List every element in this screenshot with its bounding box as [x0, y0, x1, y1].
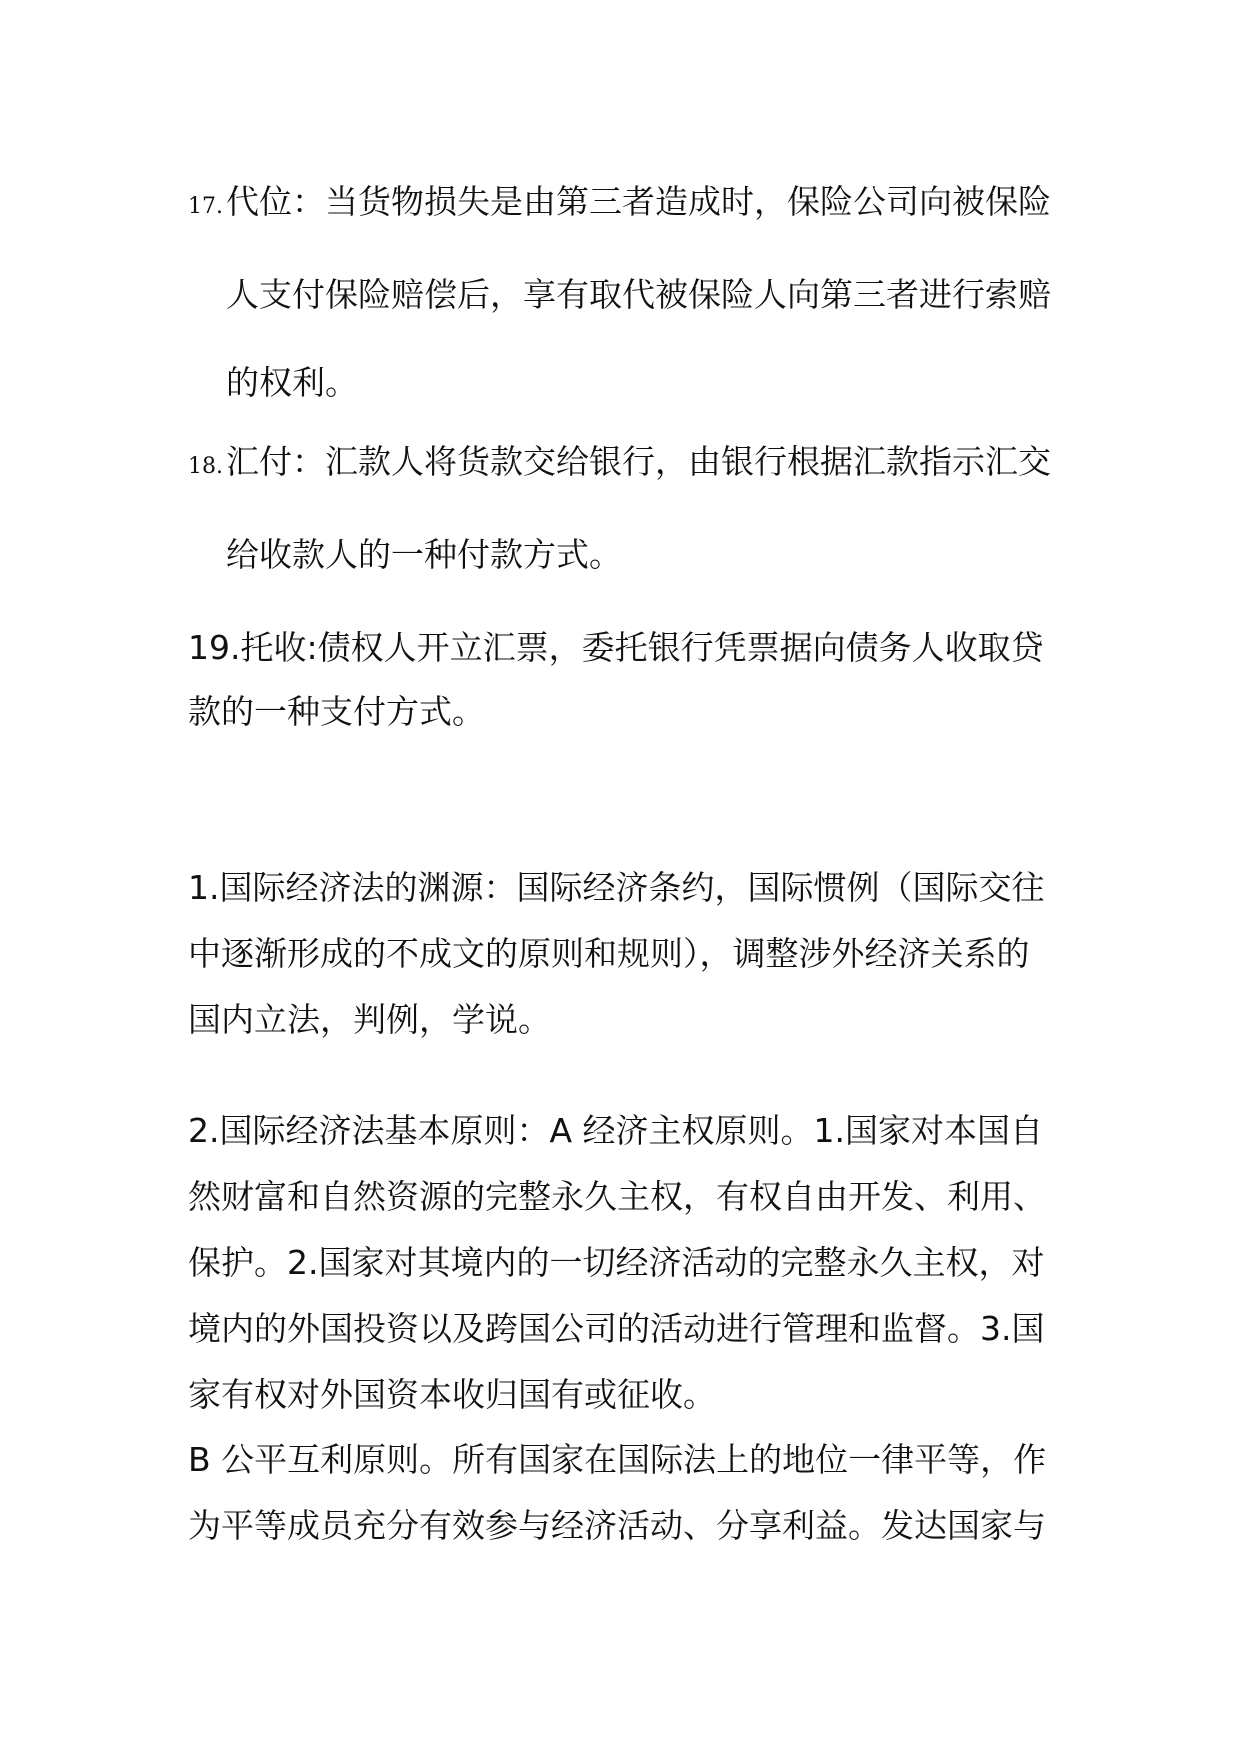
text-line: 1.国际经济法的渊源：国际经济条约，国际惯例（国际交往	[188, 868, 1045, 907]
item-number: 18.	[188, 454, 223, 479]
text-line: 给收款人的一种付款方式。	[226, 535, 622, 574]
text-line: 19.托收:债权人开立汇票，委托银行凭票据向债务人收取贷	[188, 628, 1044, 667]
paragraph-basic-principles	[188, 1098, 1064, 1428]
text-line: 18.汇付：汇款人将货款交给银行，由银行根据汇款指示汇交	[188, 418, 1064, 511]
paragraph-18-remittance	[188, 418, 1064, 599]
text-line: 国内立法，判例，学说。	[188, 1000, 551, 1039]
paragraph-equity-mutual-benefit	[188, 1427, 1064, 1559]
text-line: B 公平互利原则。所有国家在国际法上的地位一律平等，作	[188, 1440, 1047, 1479]
item-number: 17.	[188, 194, 223, 219]
text-line: 保护。2.国家对其境内的一切经济活动的完整永久主权，对	[188, 1243, 1045, 1282]
text-line: 17.代位：当货物损失是由第三者造成时，保险公司向被保险	[188, 158, 1064, 251]
text-line: 人支付保险赔偿后，享有取代被保险人向第三者进行索赔	[226, 275, 1051, 314]
paragraph-19-collection	[188, 616, 1064, 744]
text-line: 2.国际经济法基本原则：A 经济主权原则。1.国家对本国自	[188, 1111, 1044, 1150]
text-line: 家有权对外国资本收归国有或征收。	[188, 1375, 716, 1414]
paragraph-sources-of-law	[188, 855, 1064, 1053]
text-line: 境内的外国投资以及跨国公司的活动进行管理和监督。3.国	[188, 1309, 1045, 1348]
text-line: 为平等成员充分有效参与经济活动、分享利益。发达国家与	[188, 1506, 1046, 1545]
text-line: 的权利。	[226, 363, 358, 402]
text-line: 然财富和自然资源的完整永久主权，有权自由开发、利用、	[188, 1177, 1046, 1216]
text-line: 款的一种支付方式。	[188, 692, 485, 731]
paragraph-17-subrogation	[188, 158, 1064, 427]
text-line: 中逐渐形成的不成文的原则和规则），调整涉外经济关系的	[188, 934, 1030, 973]
